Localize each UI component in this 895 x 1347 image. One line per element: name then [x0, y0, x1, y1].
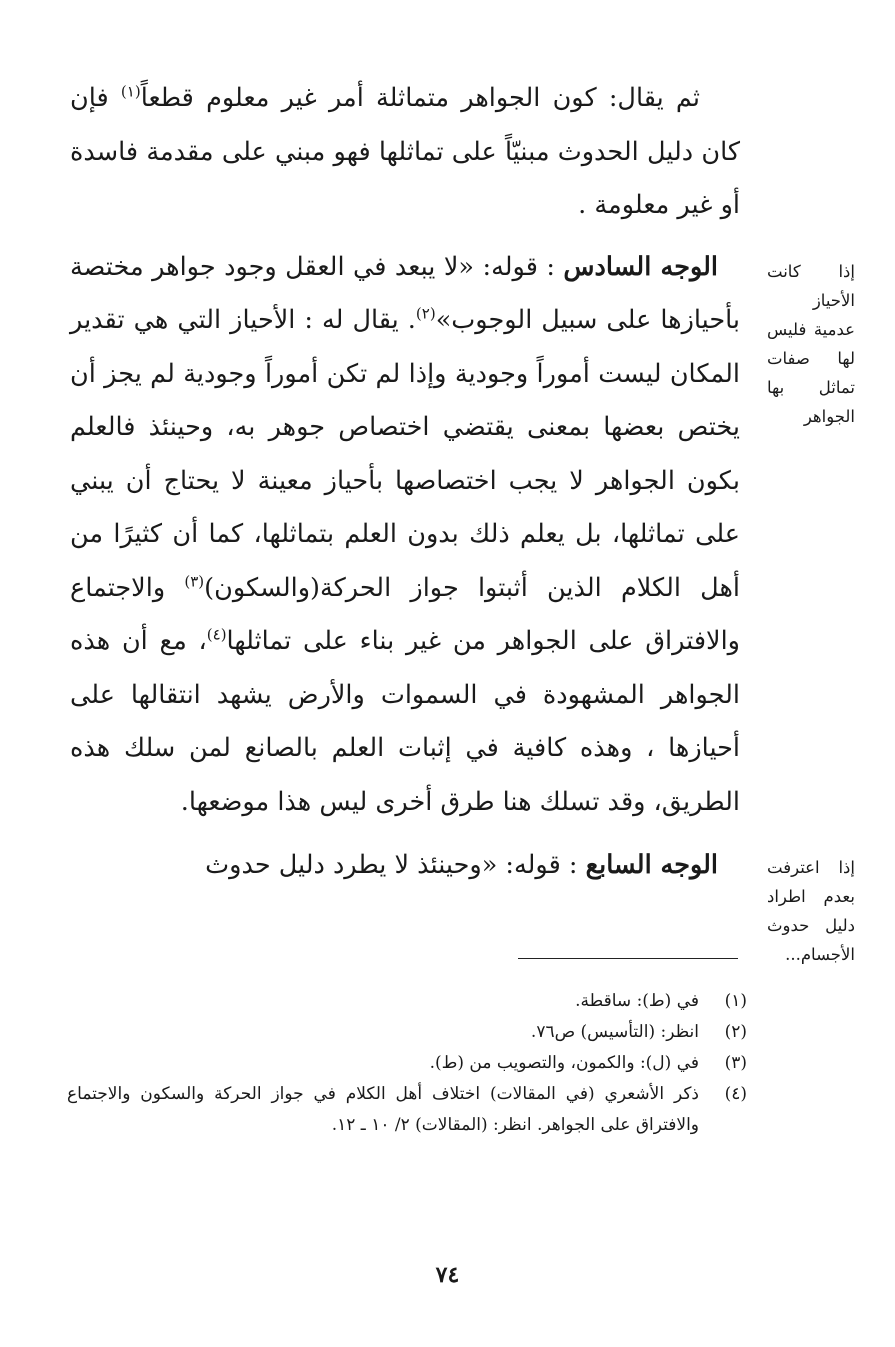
side-note-1: إذا كانت الأحياز عدمية فليس لها صفات تماثل بها الجواهر [767, 262, 855, 426]
heading-seventh-aspect: الوجه السابع [585, 850, 718, 880]
footnote-ref-1: (١) [120, 82, 141, 101]
paragraph-2-text-cont-2: والاجتماع والافتراق على الجواهر من غير بناء على تماثلها [70, 572, 740, 656]
paragraph-1-text: ثم يقال: كون الجواهر متماثلة أمر غير معلوم قطعاً [140, 83, 700, 113]
footnote-ref-3: (٣) [184, 572, 205, 590]
footnote-number: (٢) [724, 1022, 747, 1042]
footnote-3 [67, 1048, 747, 1079]
paragraph-1 [70, 72, 740, 233]
footnotes [67, 986, 747, 1141]
paragraph-2-text-cont: . يقال له : الأحياز التي هي تقدير المكان ليست أموراً وجودية وإذا لم تكن أموراً وجودية لم يجز أن يختص بعضها بمعنى يقتضي اختصاص جوهر به، وحينئذ فالعلم بكون الجواهر لا يجب اختصاصها بأحياز معينة لا يحتاج أن يبني على تماثلها، بل يعلم ذلك بدون العلم بتماثلها، كما أن كثيرًا من أهل الكلام الذين أثبتوا جواز الحركة(والسكون) [70, 305, 741, 603]
page-number: ٧٤ [435, 1262, 460, 1288]
footnote-number: (١) [724, 991, 747, 1011]
footnote-text: في (ل): والكمون، والتصويب من (ط). [429, 1053, 699, 1073]
footnote-2 [67, 1017, 747, 1048]
main-text [70, 72, 740, 893]
paragraph-2-text-cont-3: ، مع أن هذه الجواهر المشهودة في السموات والأرض يشهد انتقالها على أحيازها ، وهذه كافية في إثبات العلم بالصانع لمن سلك هذه الطريق، وقد تسلك هنا طرق أخرى ليس هذا موضعها. [70, 626, 740, 817]
paragraph-seventh-aspect [70, 839, 740, 893]
paragraph-sixth-aspect [70, 241, 740, 830]
footnote-text: ذكر الأشعري (في المقالات) اختلاف أهل الكلام في جواز الحركة والسكون والاجتماع والافتراق على الجواهر. انظر: (المقالات) ٢/ ١٠ ـ ١٢. [67, 1084, 699, 1135]
side-note-2: إذا اعترفت بعدم اطراد دليل حدوث الأجسام... [767, 858, 855, 964]
footnote-text: انظر: (التأسيس) ص٧٦. [530, 1022, 699, 1042]
footnote-separator [518, 958, 738, 959]
paragraph-3-text: : قوله: «وحينئذ لا يطرد دليل حدوث [205, 850, 586, 880]
footnote-ref-2: (٢) [415, 304, 436, 323]
footnote-ref-4: (٤) [206, 625, 227, 644]
footnote-1 [67, 986, 747, 1017]
paragraph-2-text: : قوله: «لا يبعد في العقل وجود جواهر مختصة بأحيازها على سبيل الوجوب» [70, 251, 740, 335]
heading-sixth-aspect: الوجه السادس [563, 251, 718, 282]
footnote-4 [67, 1079, 747, 1141]
paragraph-1-text-cont: فإن كان دليل الحدوث مبنيّاً على تماثلها فهو مبني على مقدمة فاسدة أو غير معلومة . [70, 83, 740, 220]
footnote-text: في (ط): ساقطة. [575, 991, 699, 1011]
footnote-number: (٣) [724, 1053, 747, 1073]
footnote-number: (٤) [724, 1084, 747, 1104]
